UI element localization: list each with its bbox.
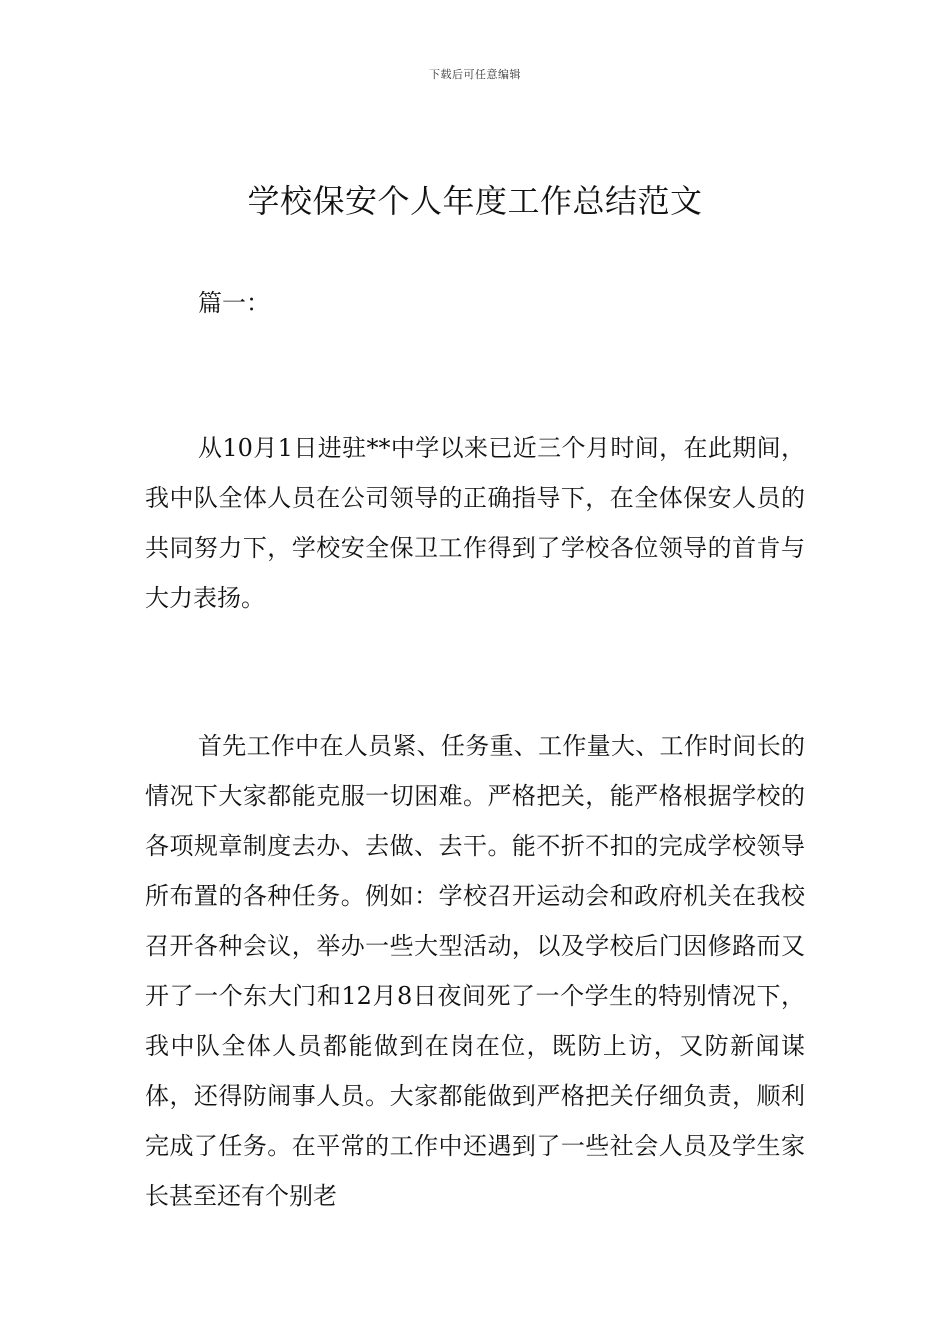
document-title: 学校保安个人年度工作总结范文 [247,182,703,220]
header-note: 下载后可任意编辑 [429,68,521,81]
paragraph-1: 从10月1日进驻**中学以来已近三个月时间，在此期间，我中队全体人员在公司领导的正确指导下，在全体保安人员的共同努力下，学校安全保卫工作得到了学校各位领导的首肯与大力表扬。 [145,434,805,612]
paragraph-2: 首先工作中在人员紧、任务重、工作量大、工作时间长的情况下大家都能克服一切困难。严格把关，能严格根据学校的各项规章制度去办、去做、去干。能不折不扣的完成学校领导所布置的各种任务。例如：学校召开运动会和政府机关在我校召开各种会议，举办一些大型活动，以及学校后门因修路而又开了一个东大门和12月8日夜间死了一个学生的特别情况下，我中队全体人员都能做到在岗在位，既防上访，又防新闻谋体，还得防闹事人员。大家都能做到严格把关仔细负责，顺利完成了任务。在平常的工作中还遇到了一些社会人员及学生家长甚至还有个别老 [145,732,805,1210]
section-label: 篇一： [198,289,270,317]
